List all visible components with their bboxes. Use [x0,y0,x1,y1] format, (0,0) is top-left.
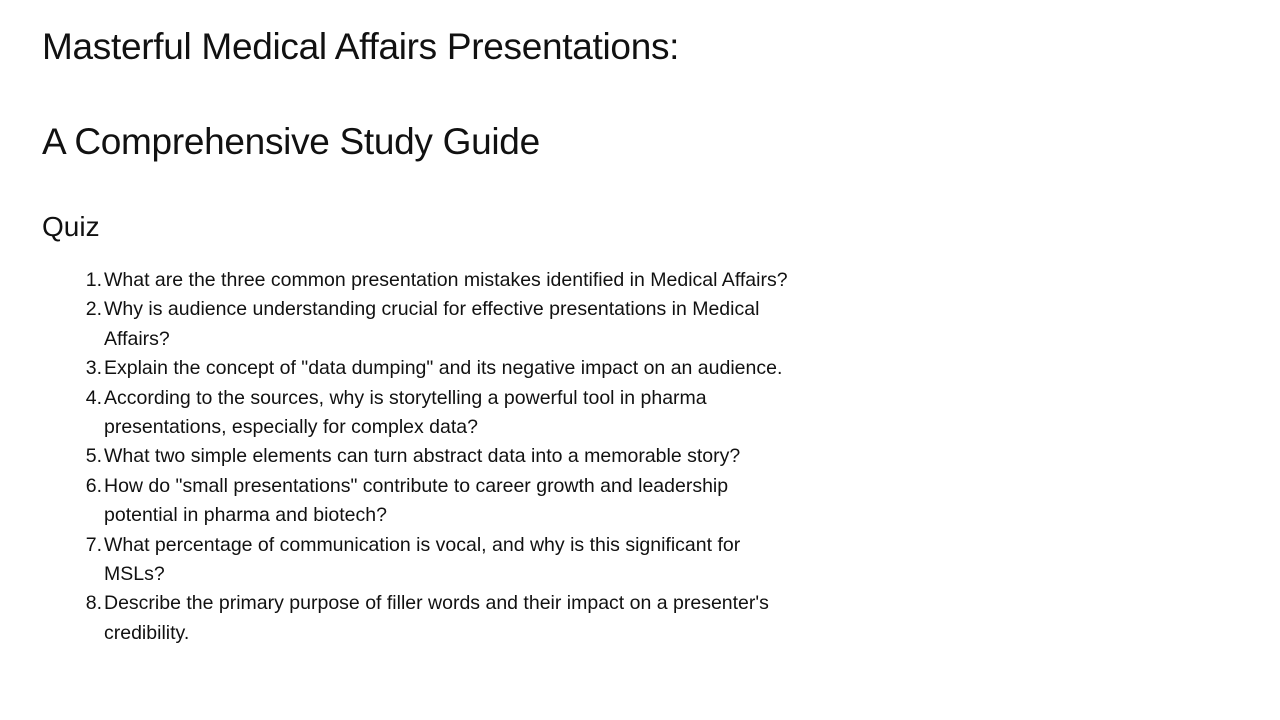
quiz-question [85,354,794,383]
question-number: 4. [85,386,102,409]
question-text: What are the three common presentation mistakes identified in Medical Affairs? [104,269,788,291]
question-number: 3. [85,357,102,380]
document-title-line-2: A Comprehensive Study Guide [42,121,540,162]
question-text: What two simple elements can turn abstract data into a memorable story? [104,445,741,468]
question-text: Describe the primary purpose of filler words and their impact on a presenter's credibility. [104,592,769,644]
question-number: 1. [85,269,102,291]
quiz-question [85,589,794,648]
quiz-question [85,472,794,531]
question-text: Explain the concept of "data dumping" and its negative impact on an audience. [104,357,783,380]
document-title-line-1: Masterful Medical Affairs Presentations: [42,26,680,67]
quiz-question [85,266,794,295]
question-number: 5. [85,445,102,468]
question-text: Why is audience understanding crucial for effective presentations in Medical Affairs? [104,298,760,350]
quiz-question [85,384,794,443]
quiz-heading: Quiz [42,211,100,242]
question-text: How do "small presentations" contribute to career growth and leadership potential in pharma and biotech? [104,474,729,527]
question-number: 8. [85,592,102,615]
question-text: According to the sources, why is storytelling a powerful tool in pharma presentations, especially for complex data? [104,386,707,439]
quiz-question [85,531,794,590]
quiz-question-list [85,266,794,648]
question-text: What percentage of communication is vocal, and why is this significant for MSLs? [104,533,741,586]
quiz-question [85,295,794,354]
question-number: 2. [85,298,102,321]
question-number: 7. [85,533,102,556]
quiz-question [85,442,794,471]
question-number: 6. [85,474,102,497]
